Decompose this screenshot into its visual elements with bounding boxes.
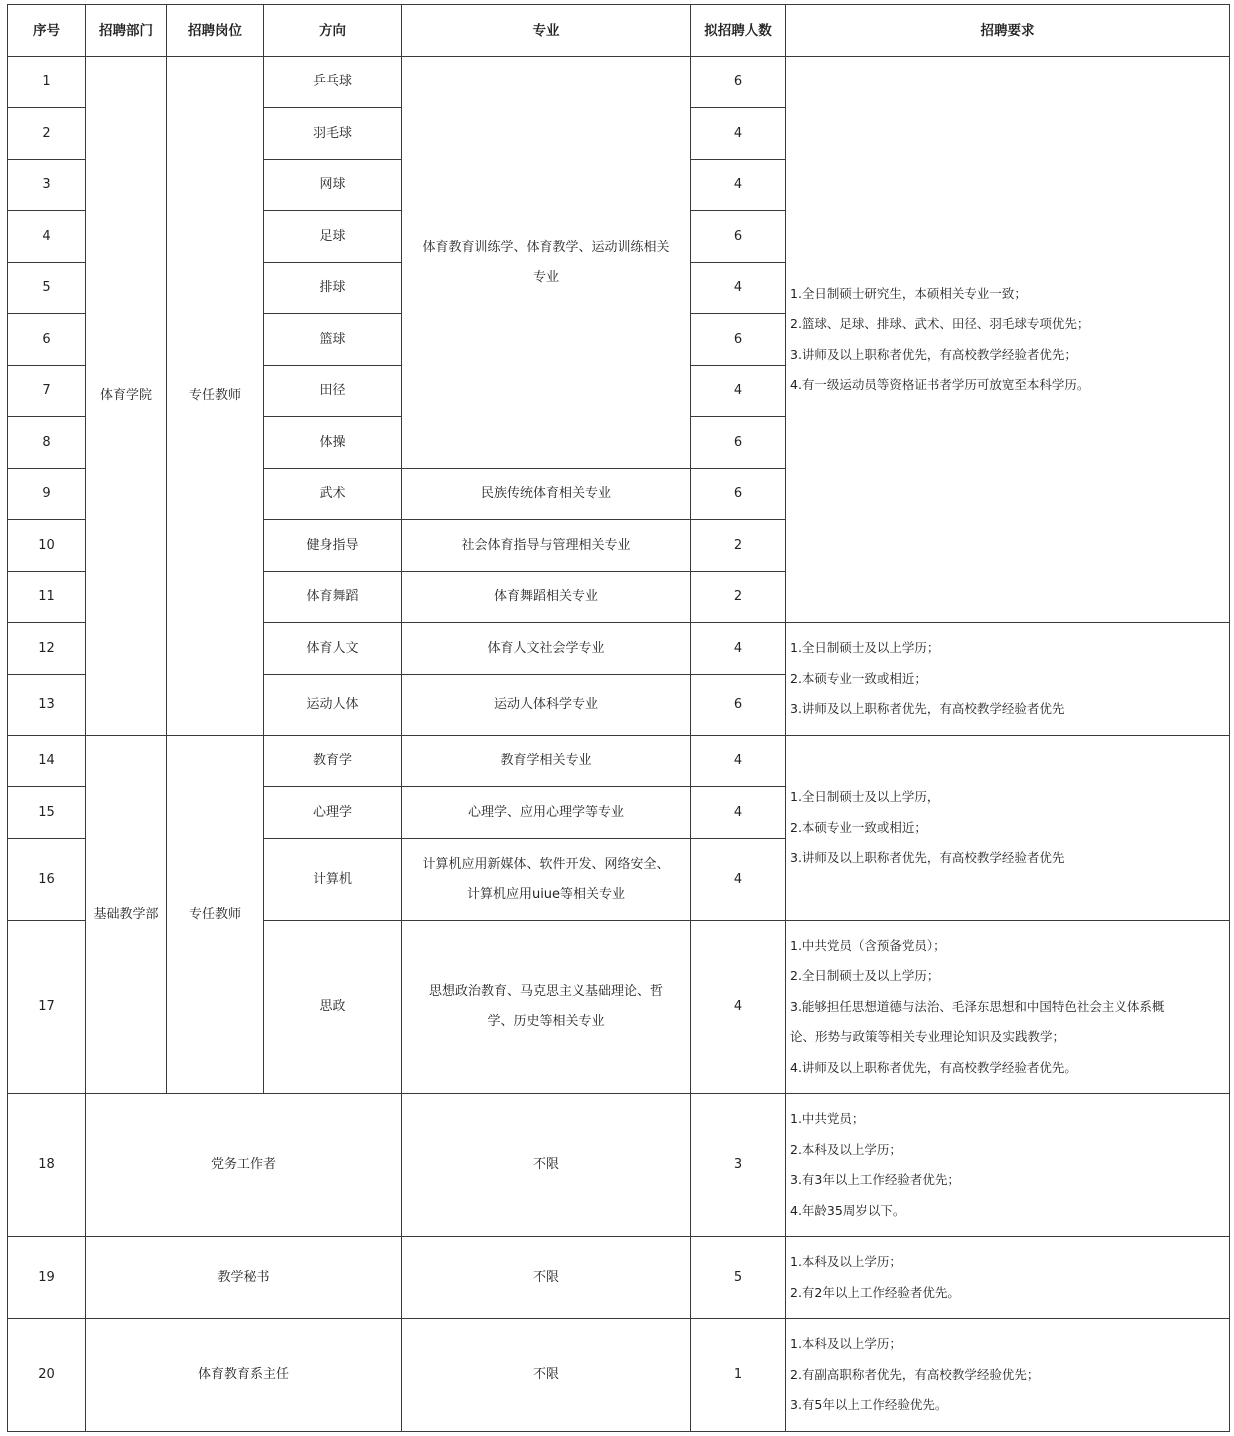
requirement-line: 2.本硕专业一致或相近；: [790, 670, 927, 686]
row-no: 9: [8, 469, 86, 520]
major-cell: [402, 57, 691, 469]
major-line: 学、历史等相关专业: [487, 1014, 605, 1029]
header-no: 序号: [8, 5, 86, 57]
requirement-line: 2.篮球、足球、排球、武术、田径、羽毛球专项优先；: [790, 316, 1090, 331]
requirement-line: 2.有2年以上工作经验者优先。: [790, 1284, 960, 1300]
row-no: 13: [8, 675, 86, 736]
requirement-line: 1.全日制硕士及以上学历，: [790, 789, 940, 805]
major-cell: 体育舞蹈相关专业: [402, 572, 691, 623]
requirement-line: 3.有3年以上工作经验者优先；: [790, 1172, 960, 1187]
count-cell: 1: [691, 1319, 786, 1432]
row-no: 18: [8, 1094, 86, 1237]
position-cell: 教学秘书: [86, 1237, 402, 1319]
count-cell: 6: [691, 314, 786, 366]
count-cell: 6: [691, 675, 786, 736]
requirements-cell: [786, 623, 1230, 736]
header-direction: 方向: [264, 5, 402, 57]
row-no: 17: [8, 921, 86, 1094]
requirements-cell: [786, 1094, 1230, 1237]
row-no: 12: [8, 623, 86, 675]
direction-cell: 体育舞蹈: [264, 572, 402, 623]
row-no: 5: [8, 263, 86, 314]
requirement-line: 2.全日制硕士及以上学历；: [790, 968, 940, 984]
requirements-cell: [786, 921, 1230, 1094]
requirement-line: 1.全日制硕士及以上学历；: [790, 640, 940, 656]
direction-cell: 教育学: [264, 736, 402, 787]
direction-cell: 思政: [264, 921, 402, 1094]
direction-cell: 体操: [264, 417, 402, 469]
major-cell: 教育学相关专业: [402, 736, 691, 787]
count-cell: 3: [691, 1094, 786, 1237]
count-cell: 4: [691, 263, 786, 314]
requirements-cell: [786, 57, 1230, 623]
major-cell: 体育人文社会学专业: [402, 623, 691, 675]
row-no: 16: [8, 839, 86, 921]
requirement-line: 3.能够担任思想道德与法治、毛泽东思想和中国特色社会主义体系概: [790, 998, 1165, 1014]
row-no: 15: [8, 787, 86, 839]
major-cell: 社会体育指导与管理相关专业: [402, 520, 691, 572]
row-no: 20: [8, 1319, 86, 1432]
requirement-line: 1.中共党员（含预备党员）；: [790, 937, 946, 953]
row-no: 6: [8, 314, 86, 366]
count-cell: 4: [691, 787, 786, 839]
row-no: 4: [8, 211, 86, 263]
major-line: 计算机应用uiue等相关专业: [466, 886, 626, 902]
major-cell: [402, 921, 691, 1094]
count-cell: 6: [691, 417, 786, 469]
direction-cell: 心理学: [264, 787, 402, 839]
direction-cell: 排球: [264, 263, 402, 314]
requirement-line: 3.讲师及以上职称者优先，有高校教学经验者优先: [790, 850, 1065, 866]
requirement-line: 1.全日制硕士研究生，本硕相关专业一致；: [790, 285, 1027, 301]
direction-cell: 田径: [264, 366, 402, 417]
count-cell: 5: [691, 1237, 786, 1319]
requirement-line: 论、形势与政策等相关专业理论知识及实践教学；: [790, 1029, 1066, 1045]
count-cell: 6: [691, 57, 786, 108]
row-no: 2: [8, 108, 86, 160]
major-cell: 不限: [402, 1094, 691, 1237]
dept-cell: 基础教学部: [86, 736, 167, 1094]
count-cell: 4: [691, 921, 786, 1094]
requirement-line: 4.讲师及以上职称者优先，有高校教学经验者优先。: [790, 1059, 1077, 1075]
post-cell: 专任教师: [167, 57, 264, 736]
dept-cell: 体育学院: [86, 57, 167, 736]
requirement-line: 2.本科及以上学历；: [790, 1141, 902, 1157]
requirement-line: 4.有一级运动员等资格证书者学历可放宽至本科学历。: [790, 377, 1090, 392]
count-cell: 4: [691, 839, 786, 921]
table-row: [8, 57, 1230, 108]
requirement-line: 3.有5年以上工作经验优先。: [790, 1397, 948, 1413]
requirements-cell: [786, 1319, 1230, 1432]
requirement-line: 1.本科及以上学历；: [790, 1336, 902, 1352]
table-row: [8, 1094, 1230, 1237]
position-cell: 党务工作者: [86, 1094, 402, 1237]
major-cell: 不限: [402, 1319, 691, 1432]
recruitment-table: [7, 4, 1230, 1432]
major-cell: 民族传统体育相关专业: [402, 469, 691, 520]
direction-cell: 乒乓球: [264, 57, 402, 108]
count-cell: 6: [691, 469, 786, 520]
header-count: 拟招聘人数: [691, 5, 786, 57]
header-row: [8, 5, 1230, 57]
count-cell: 4: [691, 623, 786, 675]
row-no: 14: [8, 736, 86, 787]
major-line: 专业: [532, 269, 559, 285]
major-line: 体育教育训练学、体育教学、运动训练相关: [422, 239, 670, 255]
requirement-line: 3.讲师及以上职称者优先，有高校教学经验者优先；: [790, 346, 1077, 362]
direction-cell: 羽毛球: [264, 108, 402, 160]
requirement-line: 2.本硕专业一致或相近；: [790, 819, 927, 835]
row-no: 11: [8, 572, 86, 623]
count-cell: 2: [691, 572, 786, 623]
requirements-cell: [786, 736, 1230, 921]
count-cell: 4: [691, 736, 786, 787]
major-cell: 不限: [402, 1237, 691, 1319]
position-cell: 体育教育系主任: [86, 1319, 402, 1432]
requirement-line: 1.本科及以上学历；: [790, 1254, 902, 1269]
count-cell: 2: [691, 520, 786, 572]
header-major: 专业: [402, 5, 691, 57]
table-row: [8, 736, 1230, 787]
row-no: 8: [8, 417, 86, 469]
direction-cell: 武术: [264, 469, 402, 520]
count-cell: 4: [691, 366, 786, 417]
count-cell: 6: [691, 211, 786, 263]
direction-cell: 体育人文: [264, 623, 402, 675]
header-department: 招聘部门: [86, 5, 167, 57]
direction-cell: 网球: [264, 160, 402, 211]
direction-cell: 运动人体: [264, 675, 402, 736]
requirement-line: 3.讲师及以上职称者优先，有高校教学经验者优先: [790, 701, 1065, 717]
requirements-cell: [786, 1237, 1230, 1319]
row-no: 7: [8, 366, 86, 417]
major-cell: 心理学、应用心理学等专业: [402, 787, 691, 839]
count-cell: 4: [691, 160, 786, 211]
major-cell: 运动人体科学专业: [402, 675, 691, 736]
requirement-line: 1.中共党员；: [790, 1111, 865, 1126]
count-cell: 4: [691, 108, 786, 160]
table-row: [8, 1237, 1230, 1319]
row-no: 10: [8, 520, 86, 572]
requirement-line: 4.年龄35周岁以下。: [790, 1202, 906, 1218]
major-cell: [402, 839, 691, 921]
direction-cell: 计算机: [264, 839, 402, 921]
direction-cell: 健身指导: [264, 520, 402, 572]
header-requirements: 招聘要求: [786, 5, 1230, 57]
direction-cell: 篮球: [264, 314, 402, 366]
direction-cell: 足球: [264, 211, 402, 263]
row-no: 3: [8, 160, 86, 211]
requirement-line: 2.有副高职称者优先，有高校教学经验优先；: [790, 1366, 1040, 1382]
post-cell: 专任教师: [167, 736, 264, 1094]
header-position: 招聘岗位: [167, 5, 264, 57]
table-row: [8, 1319, 1230, 1432]
row-no: 19: [8, 1237, 86, 1319]
row-no: 1: [8, 57, 86, 108]
major-line: 思想政治教育、马克思主义基础理论、哲: [428, 984, 663, 999]
major-line: 计算机应用新媒体、软件开发、网络安全、: [422, 856, 670, 872]
